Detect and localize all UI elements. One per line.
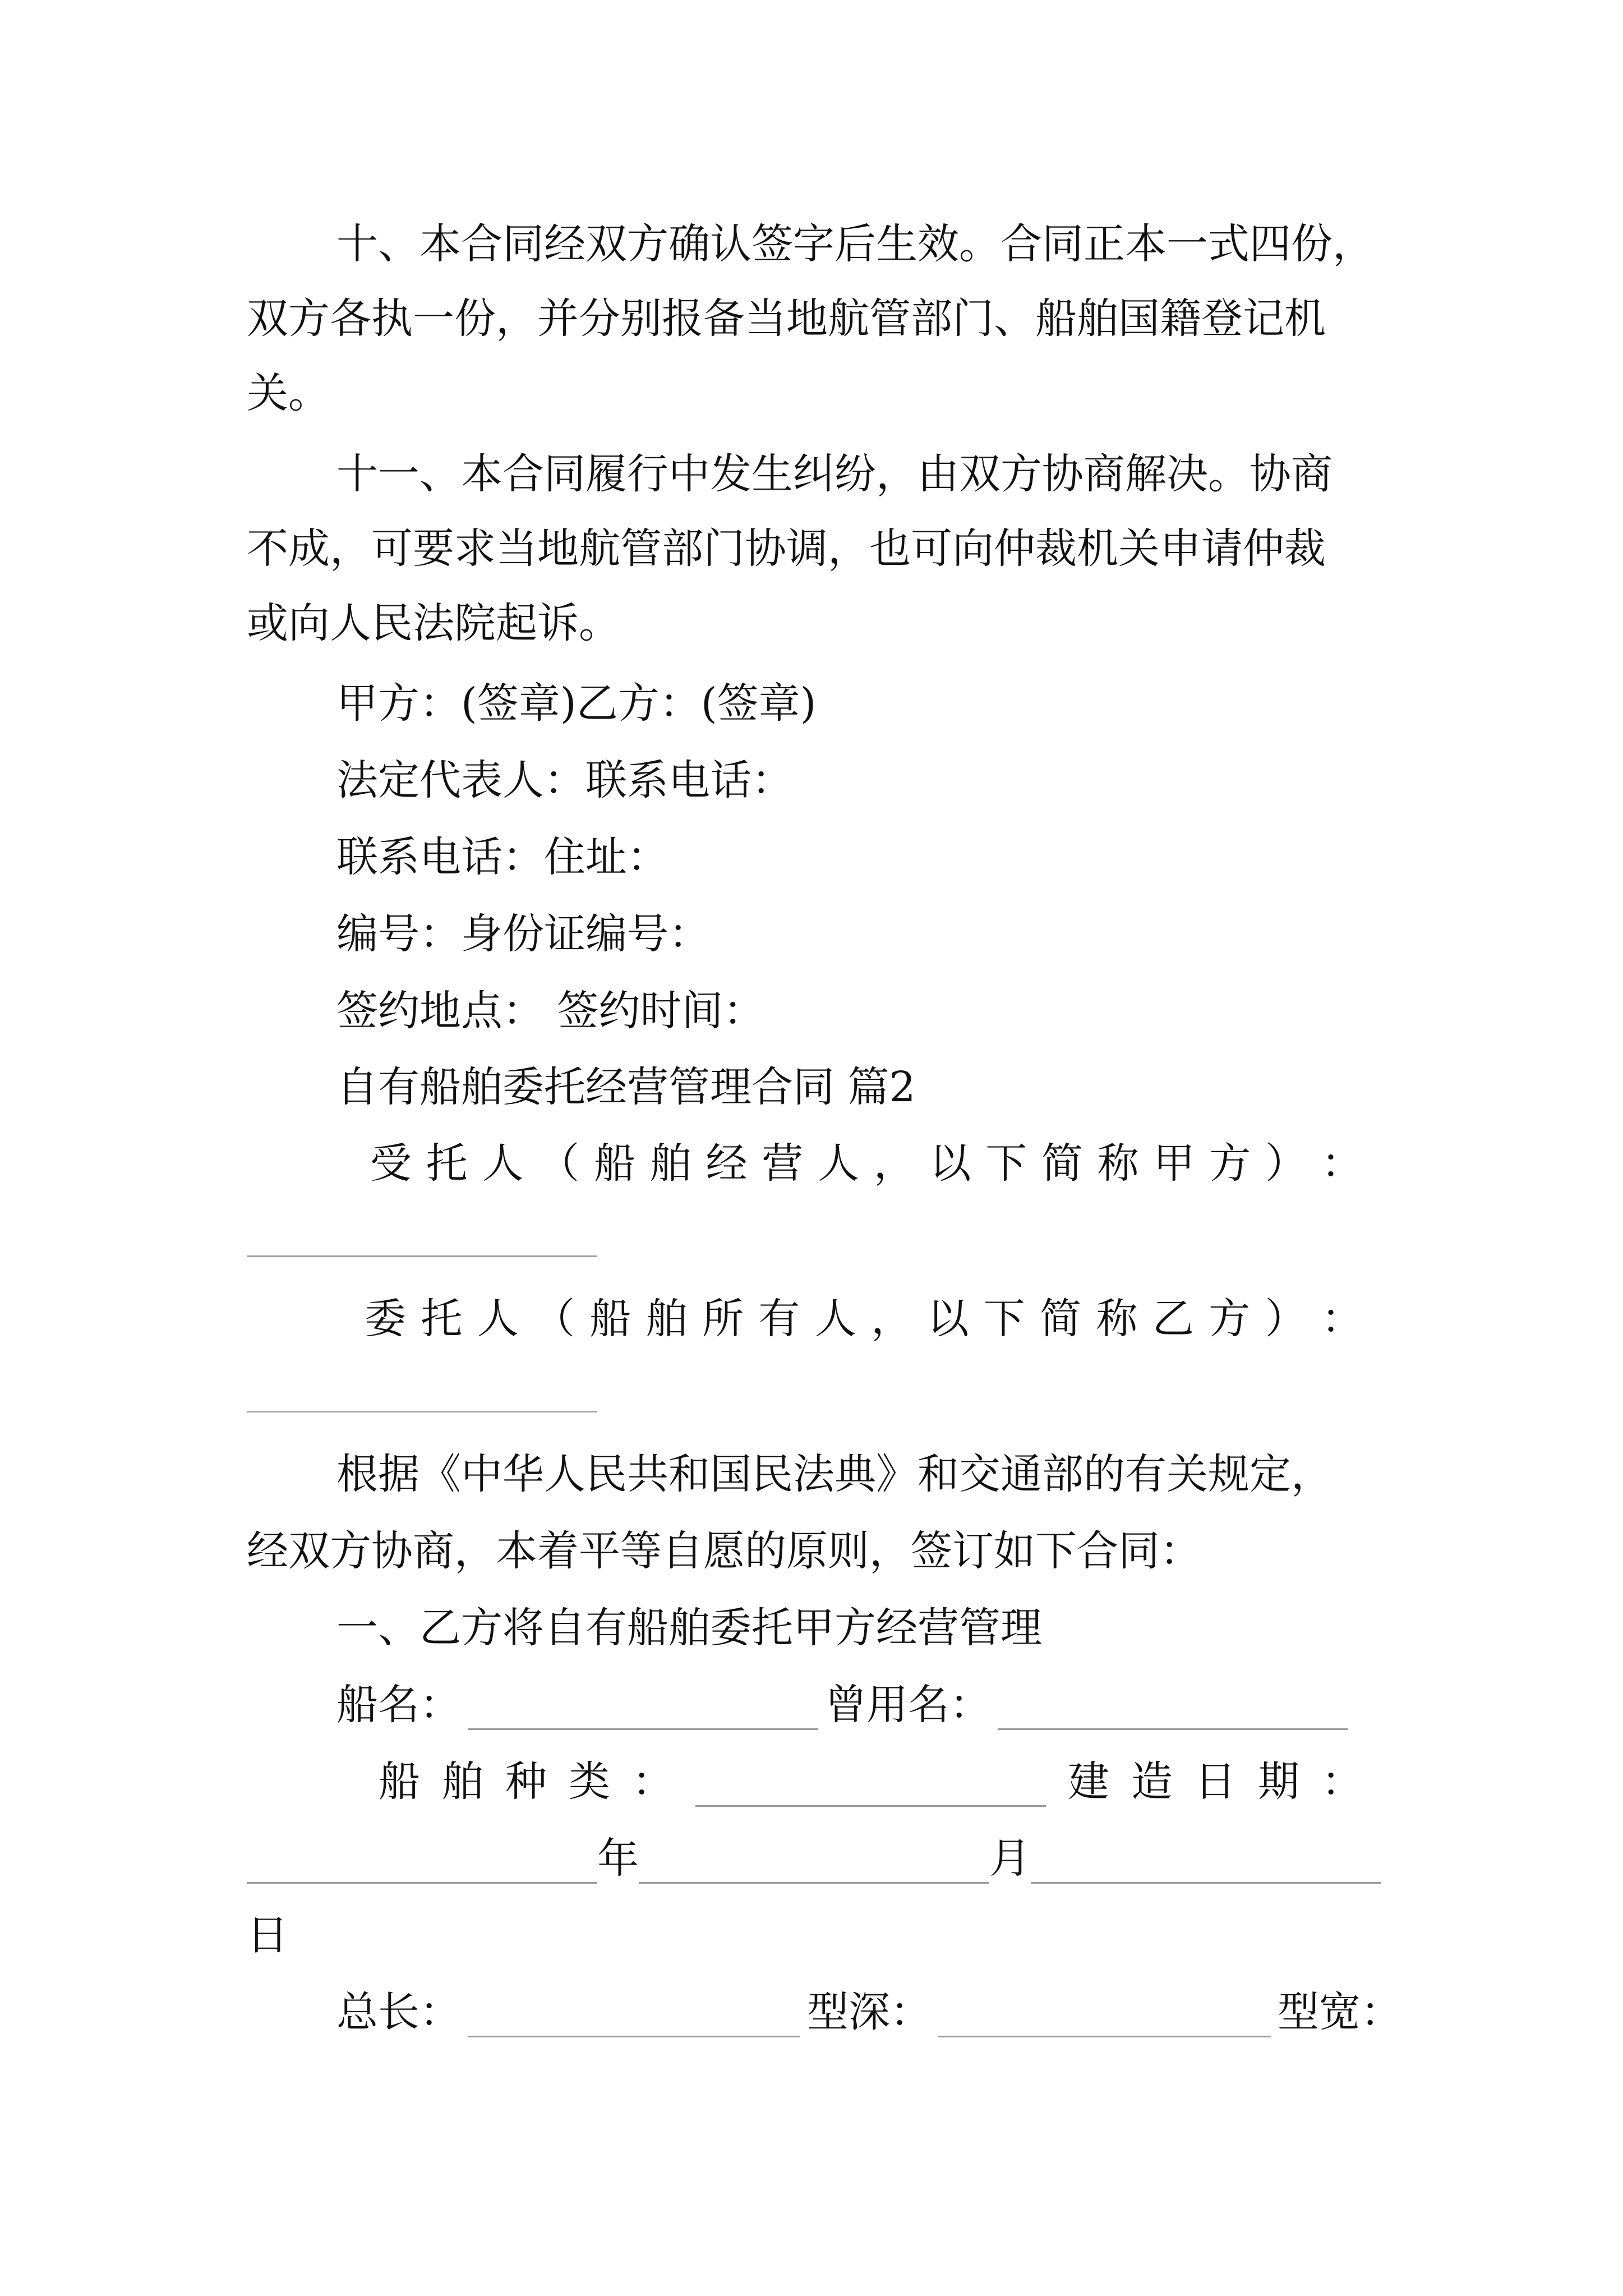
trustee-char: 营 (762, 1139, 804, 1188)
clause-10-line-1: 十、本合同经双方确认签字后生效。合同正本一式四份， (336, 220, 1374, 268)
trustee-char: 船 (594, 1139, 635, 1188)
clause-10-line-3: 关。 (247, 369, 330, 417)
ship-type-char: 类 (569, 1757, 610, 1806)
signature-phone-line: 联系电话：住址： (336, 833, 668, 881)
clause-11-line-2: 不成，可要求当地航管部门协调，也可向仲裁机关申请仲裁 (247, 524, 1326, 573)
month-blank[interactable] (639, 1834, 989, 1884)
trustor-char: 船 (589, 1295, 631, 1343)
ship-name-row (336, 1671, 1402, 1738)
trustee-char: ， (873, 1139, 915, 1188)
ship-type-char: ： (632, 1757, 674, 1806)
trustor-char: 乙 (1152, 1295, 1194, 1343)
trustor-blank-line[interactable] (247, 1411, 597, 1412)
trustor-char: 委 (365, 1295, 406, 1343)
trustor-char: ： (1321, 1295, 1363, 1343)
build-date-char: 造 (1131, 1757, 1173, 1806)
trustee-char: 托 (426, 1139, 468, 1188)
signature-place-time-line: 签约地点： 签约时间： (336, 987, 765, 1035)
trustee-char: ） (1265, 1139, 1307, 1188)
preamble-line-1: 根据《中华人民共和国民法典》和交通部的有关规定， (336, 1450, 1332, 1498)
former-name-label: 曾用名： (825, 1681, 991, 1729)
trustor-char: 所 (702, 1295, 744, 1343)
build-date-char: 日 (1195, 1757, 1236, 1806)
breadth-label: 型宽： (1278, 1988, 1402, 2036)
signature-representative-line: 法定代表人：联系电话： (336, 756, 793, 804)
trustor-char: 以 (927, 1295, 969, 1343)
year-blank[interactable] (247, 1834, 597, 1884)
trustee-char: 人 (818, 1139, 859, 1188)
ship-name-label: 船名： (336, 1681, 461, 1729)
trustee-char: ： (1321, 1139, 1363, 1188)
build-date-row (247, 1825, 1385, 1892)
trustee-line (370, 1130, 1363, 1197)
day-label: 日 (247, 1911, 288, 1959)
clause-11-line-3: 或向人民法院起诉。 (247, 599, 620, 647)
day-blank[interactable] (1031, 1834, 1381, 1884)
ship-type-char: 舶 (442, 1757, 483, 1806)
trustor-char: ） (1265, 1295, 1307, 1343)
preamble-line-2: 经双方协商，本着平等自愿的原则，签订如下合同： (247, 1527, 1201, 1575)
month-label: 月 (989, 1834, 1031, 1883)
length-label: 总长： (336, 1988, 461, 2036)
article-1-title: 一、乙方将自有船舶委托甲方经营管理 (336, 1604, 1042, 1652)
trustee-char: 方 (1209, 1139, 1251, 1188)
trustor-char: 下 (983, 1295, 1025, 1343)
trustee-char: 下 (985, 1139, 1027, 1188)
ship-name-blank[interactable] (468, 1680, 818, 1730)
trustor-line (365, 1285, 1363, 1352)
former-name-blank[interactable] (998, 1680, 1348, 1730)
build-date-char: 建 (1068, 1757, 1109, 1806)
length-blank[interactable] (468, 1987, 800, 2037)
trustee-char: 舶 (649, 1139, 691, 1188)
trustor-char: 称 (1096, 1295, 1138, 1343)
trustee-char: 甲 (1153, 1139, 1195, 1188)
trustor-char: 舶 (645, 1295, 688, 1343)
trustor-char: 简 (1040, 1295, 1082, 1343)
trustor-char: 人 (814, 1295, 856, 1343)
section-2-title: 自有船舶委托经营管理合同 篇2 (336, 1063, 916, 1111)
build-date-char: ： (1321, 1757, 1363, 1806)
clause-11-line-1: 十一、本合同履行中发生纠纷，由双方协商解决。协商 (336, 450, 1332, 498)
build-date-char: 期 (1258, 1757, 1299, 1806)
trustee-char: 经 (706, 1139, 748, 1188)
signature-party-line: 甲方：(签章)乙方：(签章) (336, 679, 817, 728)
signature-id-line: 编号：身份证编号： (336, 910, 710, 958)
trustee-char: 受 (370, 1139, 412, 1188)
dimensions-row (336, 1978, 1402, 2046)
ship-type-char: 船 (379, 1757, 420, 1806)
trustor-char: 方 (1209, 1295, 1251, 1343)
trustee-char: 简 (1041, 1139, 1083, 1188)
depth-blank[interactable] (938, 1987, 1271, 2037)
ship-type-row (379, 1748, 1363, 1815)
trustor-char: 托 (421, 1295, 463, 1343)
clause-10-line-2: 双方各执一份，并分别报备当地航管部门、船舶国籍登记机 (247, 295, 1326, 343)
trustor-char: 人 (477, 1295, 519, 1343)
trustee-char: 人 (482, 1139, 524, 1188)
trustor-char: ， (871, 1295, 913, 1343)
year-label: 年 (597, 1834, 639, 1883)
ship-type-char: 种 (505, 1757, 547, 1806)
trustee-blank-line[interactable] (247, 1255, 597, 1257)
depth-label: 型深： (807, 1988, 932, 2036)
trustee-char: 称 (1097, 1139, 1139, 1188)
trustor-char: （ (533, 1295, 575, 1343)
trustor-char: 有 (758, 1295, 800, 1343)
trustee-char: （ (538, 1139, 580, 1188)
trustee-char: 以 (929, 1139, 971, 1188)
ship-type-blank[interactable] (695, 1757, 1046, 1807)
